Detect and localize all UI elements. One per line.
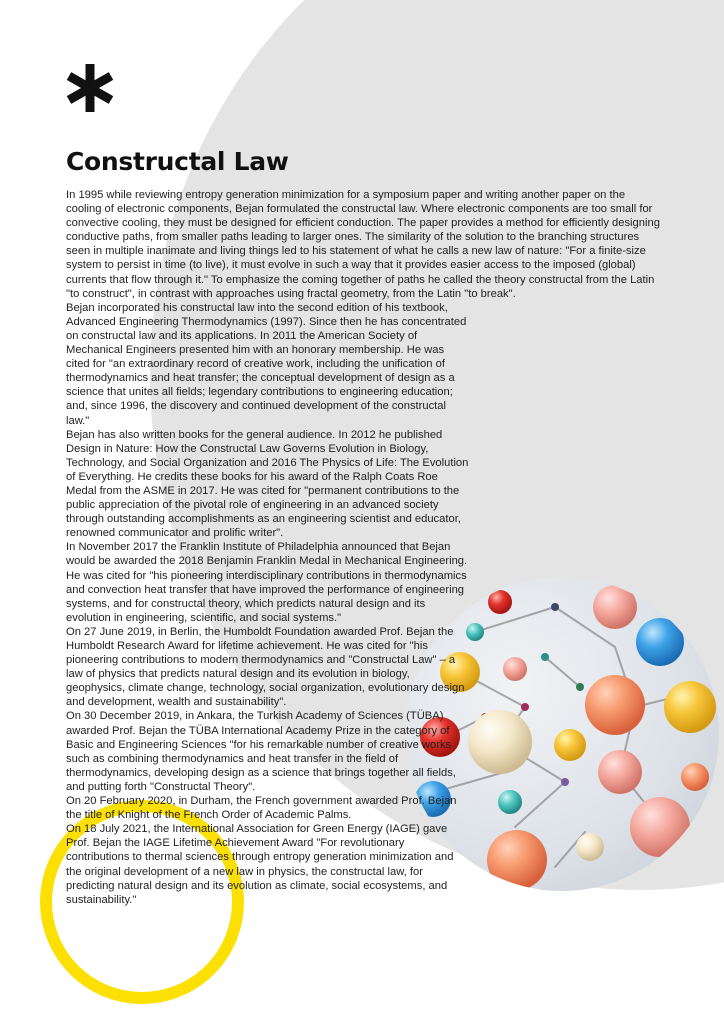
paragraph-tuba-prize: On 30 December 2019, in Ankara, the Turkish Academy of Sciences (TÜBA) awarded Prof. Bejan the TÜBA International Academy Prize in the category of Basic and Engineering Sciences "for his remarkable number of creative works such as combining thermodynamics and heat transfer in the field of thermodynamics, developing design as a science that brings together all fields, and putting forth "Constructal Theory". bbox=[66, 710, 456, 793]
paragraph-books-general-audience: Bejan has also written books for the general audience. In 2012 he published Design in Nature: How the Constructal Law Governs Evolution in Biology, Technology, and Social Organization and 2016 The Physics of Life: The Evolution of Everything. He credits these books for his award of the Ralph Coats Roe Medal from the ASME in 2017. He was cited for "permanent contributions to the public appreciation of the pivotal role of engineering in an advanced society through outstanding accomplishments as an engineering scientist and educator, renowned communicator and prolific writer". bbox=[66, 428, 469, 540]
paragraph-franklin-medal: In November 2017 the Franklin Institute of Philadelphia announced that Bejan would be awarded the 2018 Benjamin Franklin Medal in Mechanical Engineering. He was cited for "his pioneering interdisciplinary contributions in thermodynamics and convection heat transfer that have improved the performance of engineering systems, and for constructal theory, which predicts natural design and its evolution in engineering, scientific, and social systems." bbox=[66, 541, 468, 624]
paragraph-textbook-asme: Bejan incorporated his constructal law into the second edition of his textbook, Advanced Engineering Thermodynamics (1997). Since then he has concentrated on constructal law and its applications. In 2011 the American Society of Mechanical Engineers presented him with an honorary membership. He was cited for "an extraordinary record of creative work, including the unification of thermodynamics and heat transfer; the conceptual development of design as a science that unites all fields; legendary contributions to engineering education; and, since 1996, the discovery and continued development of the constructal law." bbox=[66, 301, 467, 427]
paragraph-iage-award: On 18 July 2021, the International Association for Green Energy (IAGE) gave Prof. Bejan the IAGE Lifetime Achievement Award "For revolutionary contributions to thermal sciences through entropy generation minimization and the original development of a new law in physics, the constructal law, for predicting natural design and its evolution as climate, social ecosystems, and sustainability." bbox=[66, 823, 454, 906]
image-wrap-spacer bbox=[470, 569, 662, 999]
paragraph-humboldt-award: On 27 June 2019, in Berlin, the Humboldt Foundation awarded Prof. Bejan the Humboldt Research Award for lifetime achievement. He was cited for "his pioneering contributions to modern thermodynamics and "Constructal Law" – a law of physics that predicts natural design and its evolution in biology, geophysics, climate change, technology, social organization, evolutionary design and development, wealth and sustainability". bbox=[66, 625, 465, 709]
asterisk-icon bbox=[64, 62, 116, 114]
paragraph-constructal-law-origin: In 1995 while reviewing entropy generation minimization for a symposium paper and writing another paper on the cooling of electronic components, Bejan formulated the constructal law. Where electronic components are too small for convective cooling, they must be designed for efficient conduction. The paper provides a method for efficiently designing conductive paths, from smaller paths leading to larger ones. The similarity of the solution to the branching structures seen in multiple inanimate and living things led to his statement of what he calls a new law of nature: "For a finite-size system to persist in time (to live), it must evolve in such a way that it provides easier access to the imposed (global) currents that flow through it." To emphasize the coming together of paths he called the theory constructal from the Latin "to construct", in contrast with approaches using fractal geometry, from the Latin "to break". bbox=[66, 189, 660, 300]
page-title: Constructal Law bbox=[66, 147, 289, 176]
paragraph-french-order: On 20 February 2020, in Durham, the French government awarded Prof. Bejan the title of Knight of the French Order of Academic Palms. bbox=[66, 795, 457, 822]
article-body bbox=[66, 188, 662, 999]
